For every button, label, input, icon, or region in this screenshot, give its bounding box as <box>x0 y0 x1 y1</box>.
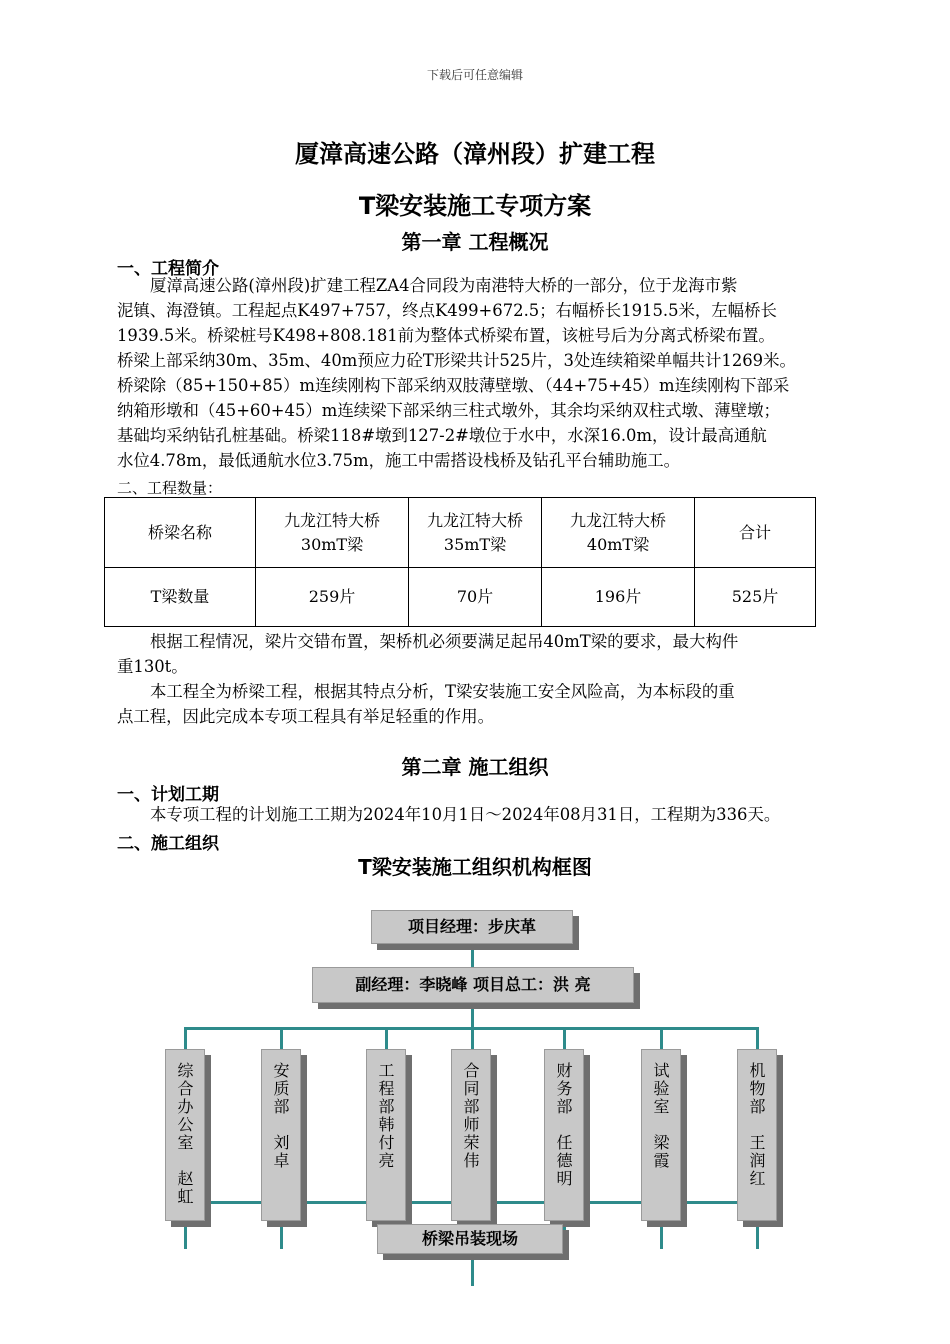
text-line: 根据工程情况，梁片交错布置，架桥机必须要满足起吊40mT梁的要求，最大构件 <box>150 632 739 651</box>
table-cell: 九龙江特大桥 30mT梁 <box>256 498 409 568</box>
chapter1-title: 第一章 工程概况 <box>401 230 549 254</box>
dept-box-engineering <box>366 1049 406 1221</box>
connector-line <box>756 1027 759 1049</box>
manager-box: 项目经理：步庆革 <box>371 910 573 944</box>
connector-line <box>280 1027 283 1049</box>
chapter2-title: 第二章 施工组织 <box>401 755 549 779</box>
section-quantity-title: 二、工程数量： <box>117 479 223 497</box>
quantity-table <box>104 497 816 627</box>
text-line: 本专项工程的计划施工工期为2024年10月1日～2024年08月31日，工程期为336天。 <box>150 805 781 824</box>
dept-person: 梁霞 <box>651 1134 670 1170</box>
paragraph-importance <box>117 679 837 729</box>
intro-paragraph <box>117 273 837 473</box>
text-line: 重130t。 <box>117 657 188 676</box>
connector-line <box>756 1221 759 1249</box>
dept-box-contract <box>451 1049 491 1221</box>
dept-name: 财务部 <box>554 1062 573 1116</box>
dept-box-safety-quality <box>261 1049 301 1221</box>
table-cell: 九龙江特大桥 35mT梁 <box>409 498 542 568</box>
dept-name: 机物部 <box>747 1062 766 1116</box>
intro-line: 1939.5米。桥梁桩号K498+808.181前为整体式桥梁布置，该桩号后为分离式桥梁布置。 <box>117 326 775 345</box>
intro-line: 纳箱形墩和（45+60+45）m连续梁下部采纳三柱式墩外，其余均采纳双柱式墩、薄壁墩； <box>117 401 780 420</box>
org-chart-title: T梁安装施工组织机构框图 <box>358 855 592 879</box>
table-cell: 九龙江特大桥 40mT梁 <box>542 498 695 568</box>
dept-person: 赵虹 <box>175 1170 194 1206</box>
table-cell: 70片 <box>409 568 542 627</box>
table-header-row <box>105 498 816 568</box>
connector-line <box>660 1027 663 1049</box>
dept-person: 刘卓 <box>271 1134 290 1170</box>
dept-person: 王润红 <box>747 1134 766 1188</box>
dept-box-materials <box>737 1049 777 1221</box>
text-line: 本工程全为桥梁工程，根据其特点分析，T梁安装施工安全风险高，为本标段的重 <box>150 682 735 701</box>
dept-name: 安质部 <box>271 1062 290 1116</box>
dept-name: 综合办公室 <box>175 1062 194 1152</box>
intro-line: 水位4.78m，最低通航水位3.75m，施工中需搭设栈桥及钻孔平台辅助施工。 <box>117 451 681 470</box>
table-cell: 196片 <box>542 568 695 627</box>
intro-line: 厦漳高速公路(漳州段)扩建工程ZA4合同段为南港特大桥的一部分，位于龙海市紫 <box>150 276 738 295</box>
table-cell: 525片 <box>695 568 816 627</box>
dept-box-laboratory <box>641 1049 681 1221</box>
dept-name: 试验室 <box>651 1062 670 1116</box>
table-cell: 259片 <box>256 568 409 627</box>
section-organization-title: 二、施工组织 <box>117 834 219 854</box>
table-cell: 合计 <box>695 498 816 568</box>
connector-line <box>471 1027 474 1049</box>
dept-person: 韩付亮 <box>376 1116 395 1170</box>
intro-line: 桥梁上部采纳30m、35m、40m预应力砼T形梁共计525片，3处连续箱梁单幅共计1269米。 <box>117 351 796 370</box>
connector-line <box>385 1027 388 1049</box>
intro-line: 基础均采纳钻孔桩基础。桥梁118#墩到127-2#墩位于水中，水深16.0m，设计最高通航 <box>117 426 767 445</box>
table-cell: T梁数量 <box>105 568 256 627</box>
connector-line <box>471 1001 474 1029</box>
connector-line <box>471 1251 474 1286</box>
connector-line <box>184 1027 187 1049</box>
dept-person: 师荣伟 <box>461 1116 480 1170</box>
header-note: 下载后可任意编辑 <box>426 68 523 82</box>
dept-person: 任德明 <box>554 1134 573 1188</box>
intro-line: 桥梁除（85+150+85）m连续刚构下部采纳双肢薄壁墩、（44+75+45）m连续刚构下部采 <box>117 376 790 395</box>
intro-line: 泥镇、海澄镇。工程起点K497+757，终点K499+672.5；右幅桥长1915.5米，左幅桥长 <box>117 301 777 320</box>
connector-line <box>563 1027 566 1049</box>
site-box: 桥梁吊装现场 <box>377 1224 563 1254</box>
connector-line <box>184 1221 187 1249</box>
text-line: 点工程，因此完成本专项工程具有举足轻重的作用。 <box>117 707 494 726</box>
connector-line <box>660 1221 663 1249</box>
connector-line <box>280 1221 283 1249</box>
dept-box-general-office <box>165 1049 205 1221</box>
document-title: 厦漳高速公路（漳州段）扩建工程 <box>295 140 655 168</box>
connector-line <box>563 1221 566 1249</box>
dept-name: 合同部 <box>461 1062 480 1116</box>
table-cell: 桥梁名称 <box>105 498 256 568</box>
schedule-paragraph <box>117 802 837 827</box>
table-row <box>105 568 816 627</box>
document-subtitle: T梁安装施工专项方案 <box>358 192 592 220</box>
dept-name: 工程部 <box>376 1062 395 1116</box>
section-schedule-title: 一、计划工期 <box>117 785 219 805</box>
deputy-box: 副经理：李晓峰 项目总工：洪 亮 <box>312 967 634 1003</box>
dept-box-finance <box>544 1049 584 1221</box>
paragraph-crane <box>117 629 837 679</box>
section-intro-title: 一、工程简介 <box>117 259 219 279</box>
